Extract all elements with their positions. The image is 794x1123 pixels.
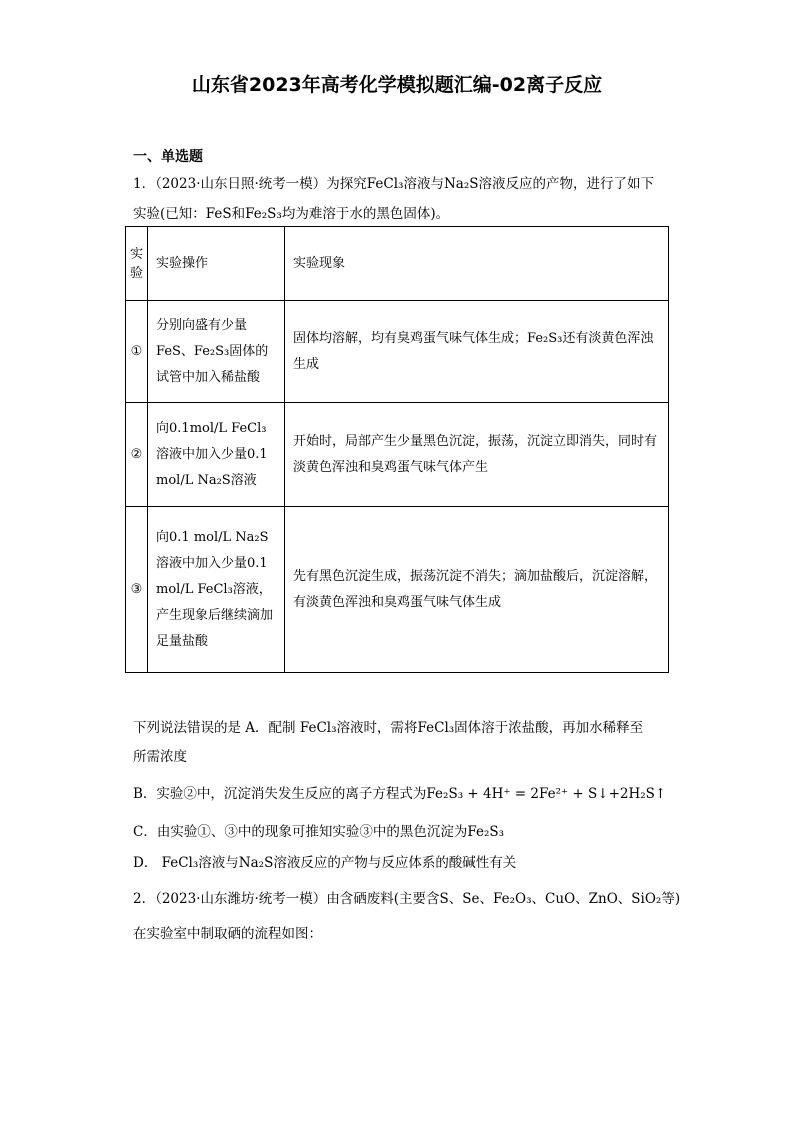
row-operation: 向0.1 mol/L Na₂S溶液中加入少量0.1 mol/L FeCl₃溶液，产生现象后继续滴加足量盐酸 [148,507,285,673]
table-row [126,301,669,403]
option-a-line2: 所需浓度 [133,749,187,765]
row-number: ③ [126,507,148,673]
page-title: 山东省2023年高考化学模拟题汇编-02离子反应 [191,74,603,96]
row-observation: 开始时，局部产生少量黑色沉淀，振荡，沉淀立即消失，同时有淡黄色浑浊和臭鸡蛋气味气体产生 [285,403,669,507]
question-2-stem-line1: 2．（2023·山东潍坊·统考一模）由含硒废料(主要含S、Se、Fe₂O₃、CuO、ZnO、SiO₂等) [133,891,681,907]
option-a-line1: 下列说法错误的是 A．配制 FeCl₃溶液时，需将FeCl₃固体溶于浓盐酸，再加水稀释至 [133,720,644,736]
option-b: B．实验②中，沉淀消失发生反应的离子方程式为Fe₂S₃ + 4H⁺ = 2Fe²⁺ + S↓+2H₂S↑ [133,786,667,802]
experiment-table [125,226,669,673]
row-observation: 先有黑色沉淀生成，振荡沉淀不消失；滴加盐酸后，沉淀溶解，有淡黄色浑浊和臭鸡蛋气味气体生成 [285,507,669,673]
row-operation: 向0.1mol/L FeCl₃溶液中加入少量0.1 mol/L Na₂S溶液 [148,403,285,507]
question-1-stem-line1: 1．（2023·山东日照·统考一模）为探究FeCl₃溶液与Na₂S溶液反应的产物，进行了如下 [133,176,654,192]
row-number: ② [126,403,148,507]
header-experiment: 实验 [126,227,148,301]
section-heading: 一、单选题 [133,149,203,165]
table-row [126,507,669,673]
table-row [126,403,669,507]
row-operation: 分别向盛有少量FeS、Fe₂S₃固体的试管中加入稀盐酸 [148,301,285,403]
row-observation: 固体均溶解，均有臭鸡蛋气味气体生成；Fe₂S₃还有淡黄色浑浊生成 [285,301,669,403]
table-header-row [126,227,669,301]
header-operation: 实验操作 [148,227,285,301]
question-1-stem-line2: 实验(已知：FeS和Fe₂S₃均为难溶于水的黑色固体)。 [133,206,450,222]
header-observation: 实验现象 [285,227,669,301]
row-number: ① [126,301,148,403]
question-2-stem-line2: 在实验室中制取硒的流程如图： [133,926,322,942]
option-d: D． FeCl₃溶液与Na₂S溶液反应的产物与反应体系的酸碱性有关 [133,855,517,871]
option-c: C．由实验①、③中的现象可推知实验③中的黑色沉淀为Fe₂S₃ [133,824,505,840]
